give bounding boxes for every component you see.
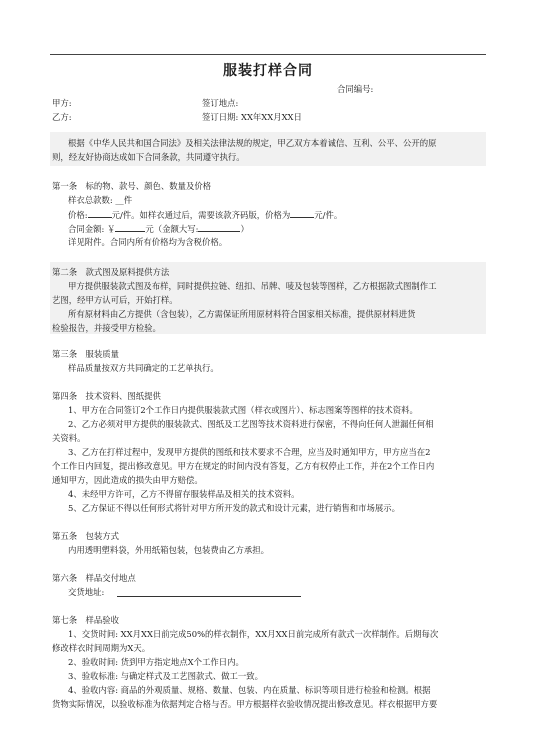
article-4-item: 1、甲方在合同签订2个工作日内提供服装款式图（样衣或图片）、标志图案等图样的技术资料。 [68,405,418,415]
article-7-item: 1、交货时间: XX月XX日前完成50%的样衣制作，XX月XX日前完成所有款式一次样制作。后期每次 [68,629,439,639]
article-4-item: 3、乙方在打样过程中，发现甲方提供的图纸和技术要求不合理，应当及时通知甲方，甲方应当在2 [68,447,431,457]
amount-label: 合同金额: ￥ [68,224,116,234]
party-a-label: 甲方: [52,98,72,108]
article-3-heading: 第三条 服装质量 [52,349,119,359]
article-4-item: 个工作日内回复，提出修改意见。甲方在规定的时间内没有答复，乙方有权停止工作，并在2个工作日内 [52,461,435,471]
amount-blank [115,222,145,232]
sign-place-label: 签订地点: [202,98,239,108]
article-4-heading: 第四条 技术资料、图纸提供 [52,391,161,401]
price-label: 价格: [68,210,88,220]
article-1-price-line [68,208,342,221]
article-4-item: 关资料。 [52,433,86,443]
preamble-line: 根据《中华人民共和国合同法》及相关法律法规的规定，甲乙双方本着诚信、互利、公平、公开的原 [68,138,437,148]
article-4-item: 5、乙方保证不得以任何形式将针对甲方所开发的款式和设计元素，进行销售和市场展示。 [68,503,400,513]
article-2-line: 检验报告，并接受甲方检验。 [52,323,161,333]
article-3-line: 样品质量按双方共同确定的工艺单执行。 [68,363,219,373]
article-4-item: 2、乙方必须对甲方提供的服装款式、图纸及工艺图等技术资料进行保密，不得向任何人泄漏任何相 [68,419,434,429]
full-size-price-blank [290,208,314,218]
article-7-item: 修改样衣时间周期为X天。 [52,643,151,653]
amount-words-blank [198,222,240,232]
article-1-line: 详见附件。合同内所有价格均为含税价格。 [68,237,228,247]
article-6-heading: 第六条 样品交付地点 [52,573,136,583]
article-2-heading: 第二条 款式图及原料提供方法 [52,267,170,277]
party-b-label: 乙方: [52,112,72,122]
article-7-heading: 第七条 样品验收 [52,615,119,625]
article-7-item: 4、验收内容: 商品的外观质量、规格、数量、包装、内在质量、标识等项目进行检验和检测。根据 [68,685,431,695]
contract-number-label: 合同编号: [337,84,374,94]
article-7-item: 3、验收标准: 与确定样式及工艺图款式、做工一致。 [68,671,264,681]
article-1-line: 样衣总款数: __件 [68,195,133,205]
preamble-line: 则，经友好协商达成如下合同条款，共同遵守执行。 [52,152,245,162]
article-1-amount-line [68,222,249,235]
delivery-address-blank [117,596,301,597]
amount-close: ） [240,224,249,234]
article-1-heading: 第一条 标的物、款号、颜色、数量及价格 [52,181,212,191]
contract-title: 服装打样合同 [223,63,313,79]
price-text: 元/件。如样衣通过后，需要该款齐码版，价格为 [111,210,291,220]
article-2-line: 甲方提供服装款式图及布样，同时提供拉链、纽扣、吊牌、唛及包装等图样，乙方根据款式图制作工 [68,281,437,291]
delivery-address-label: 交货地址: [68,587,105,597]
price-unit: 元/件。 [314,210,343,220]
article-7-item: 货物实际情况，以验收标准为依据判定合格与否。甲方根据样衣验收情况提出修改意见。样衣根据甲方要 [52,699,438,709]
article-2-line: 所有原材料由乙方提供（含包装），乙方需保证所用原材料符合国家相关标准，提供原材料进货 [68,309,416,319]
article-5-heading: 第五条 包装方式 [52,531,119,541]
article-7-item: 2、验收时间: 货到甲方指定地点X个工作日内。 [68,657,244,667]
header-rule [50,54,486,55]
sign-date-label: 签订日期: XX年XX月XX日 [202,112,302,122]
price-blank [88,208,112,218]
article-2-line: 艺图，经甲方认可后，开始打样。 [52,295,178,305]
article-5-line: 内用透明塑料袋，外用纸箱包装，包装费由乙方承担。 [68,545,269,555]
amount-words-label: 元（金额大写: [145,224,199,234]
article-4-item: 4、未经甲方许可，乙方不得留存服装样品及相关的技术资料。 [68,489,300,499]
article-4-item: 通知甲方，因此造成的损失由甲方赔偿。 [52,475,203,485]
